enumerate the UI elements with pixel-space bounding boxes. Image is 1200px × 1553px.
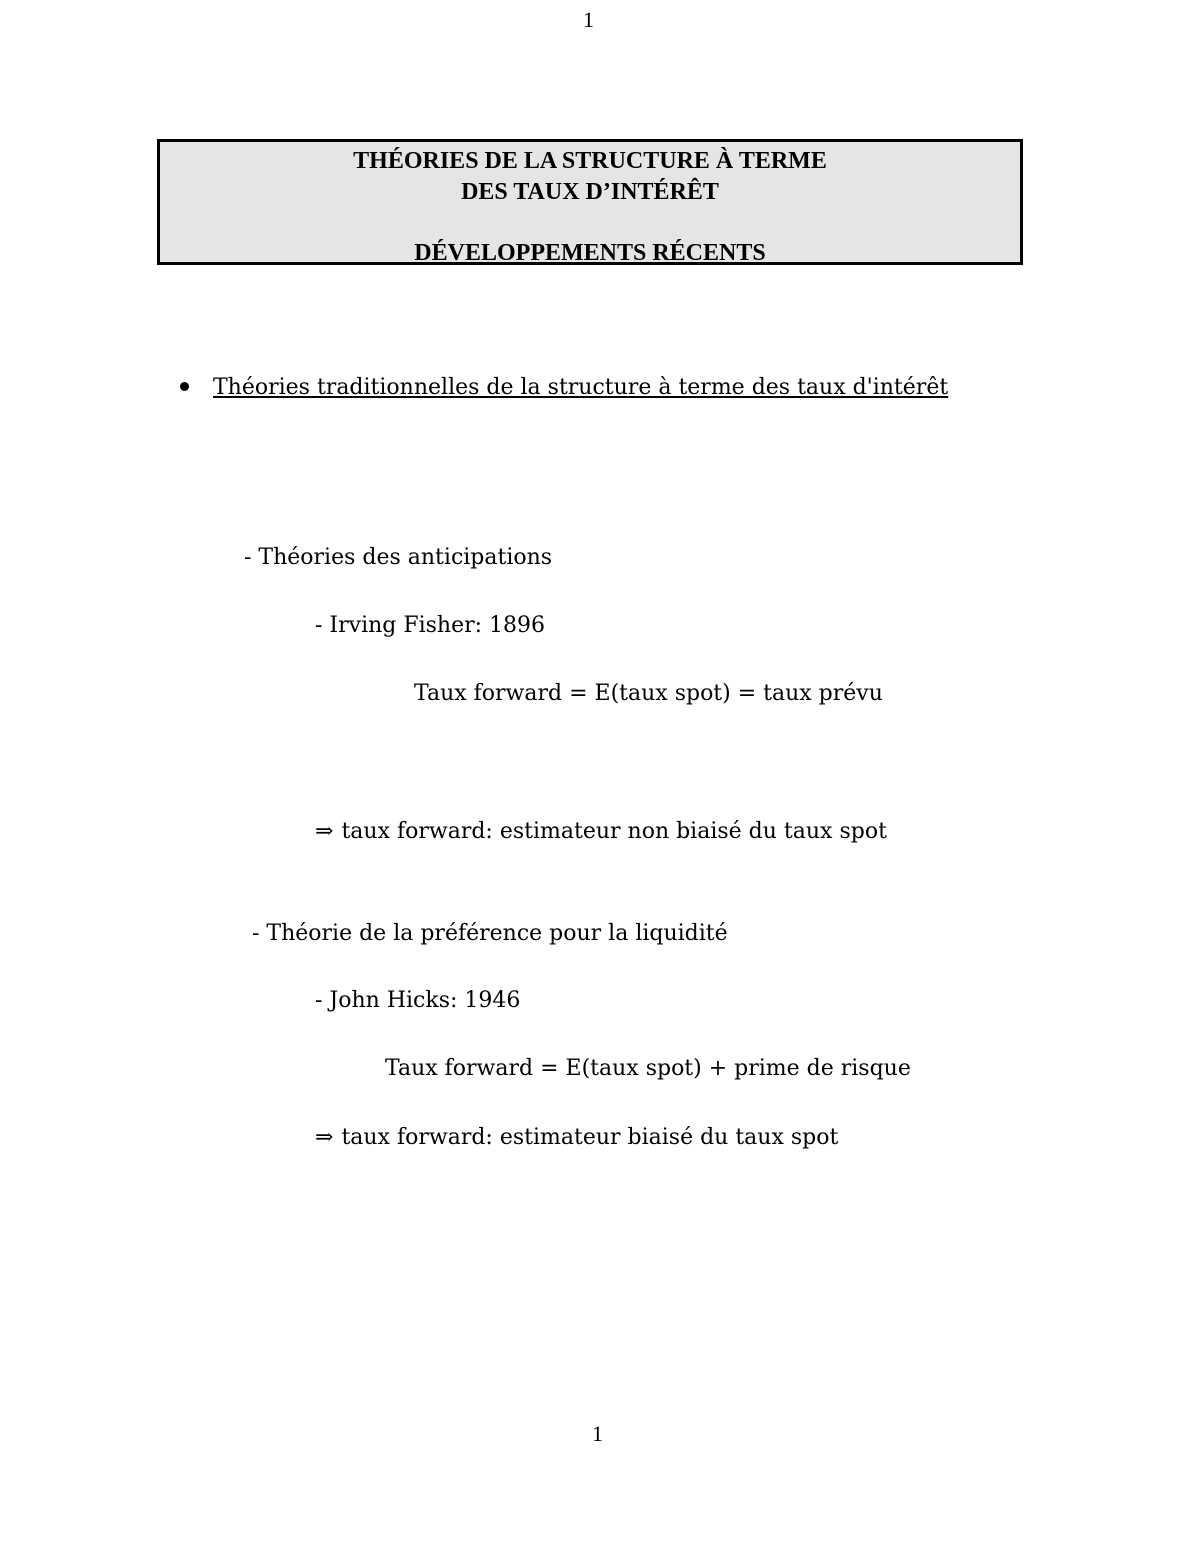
hicks-reference: - John Hicks: 1946 xyxy=(315,988,521,1013)
title-line-1: THÉORIES DE LA STRUCTURE À TERME xyxy=(353,148,827,174)
page-number-top: 1 xyxy=(583,7,594,32)
fisher-conclusion-line xyxy=(315,821,887,843)
implies-arrow-icon: ⇒ xyxy=(315,819,334,844)
title-line-2: DES TAUX D’INTÉRÊT xyxy=(461,179,719,205)
hicks-conclusion: taux forward: estimateur biaisé du taux spot xyxy=(341,1125,839,1150)
page-number-bottom: 1 xyxy=(592,1421,603,1446)
hicks-formula: Taux forward = E(taux spot) + prime de risque xyxy=(385,1056,911,1081)
title-line-3: DÉVELOPPEMENTS RÉCENTS xyxy=(414,240,766,266)
anticipations-title: - Théories des anticipations xyxy=(244,545,553,570)
bullet-icon xyxy=(180,382,189,391)
fisher-reference: - Irving Fisher: 1896 xyxy=(315,613,546,638)
implies-arrow-icon: ⇒ xyxy=(315,1125,334,1150)
section-heading: Théories traditionnelles de la structure à terme des taux d'intérêt xyxy=(213,375,949,400)
hicks-conclusion-line xyxy=(315,1127,838,1149)
title-box xyxy=(157,139,1023,265)
liquidity-title: - Théorie de la préférence pour la liquidité xyxy=(252,921,728,946)
fisher-conclusion: taux forward: estimateur non biaisé du taux spot xyxy=(341,819,887,844)
fisher-formula: Taux forward = E(taux spot) = taux prévu xyxy=(414,681,883,706)
